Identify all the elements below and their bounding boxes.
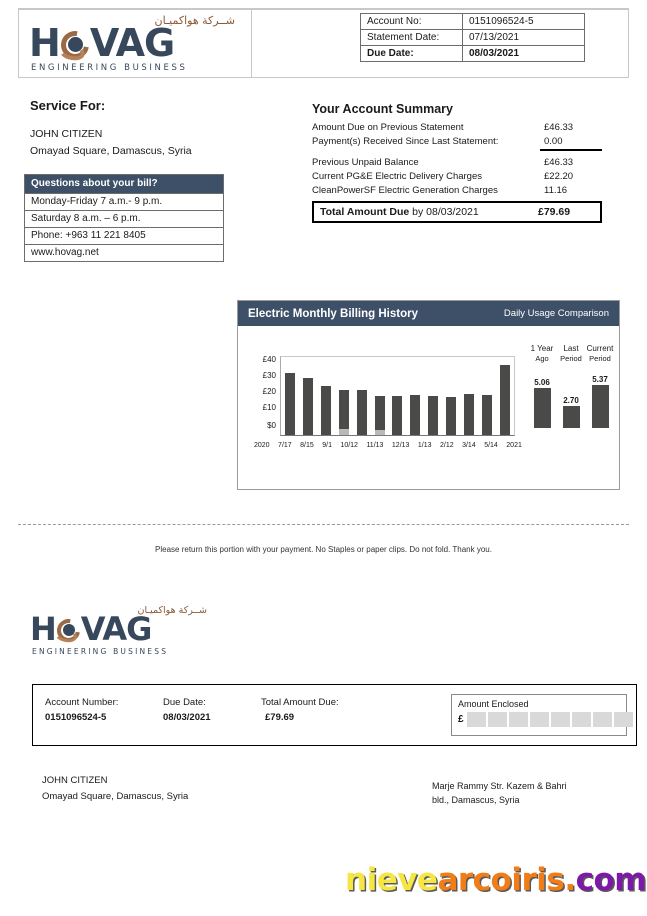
y-tick-3: £10	[262, 403, 276, 412]
stub-due-date-label: Due Date:	[163, 697, 206, 708]
stub-logo-tagline: ENGINEERING BUSINESS	[32, 647, 169, 656]
history-bar	[357, 390, 367, 435]
summary-amount: 11.16	[544, 184, 568, 196]
daily-usage-value: 2.70	[563, 396, 579, 406]
amount-enclosed-cell[interactable]	[467, 712, 486, 727]
stub-logo-letter-h: H	[30, 610, 56, 648]
history-bar	[321, 386, 331, 435]
summary-amount: £46.33	[544, 156, 574, 168]
questions-hours-saturday: Saturday 8 a.m. – 6 p.m.	[25, 210, 223, 227]
daily-usage-bar	[563, 406, 580, 428]
watermark-part3: com	[575, 862, 647, 898]
x-axis-tick: 5/14	[484, 442, 498, 449]
total-amount: £79.69	[538, 206, 571, 218]
site-watermark	[345, 862, 646, 898]
logo-o-icon	[60, 30, 90, 60]
summary-line	[312, 169, 602, 183]
x-axis-tick: 8/15	[300, 442, 314, 449]
total-amount-due-box	[312, 201, 602, 223]
y-tick-0: £40	[262, 355, 276, 364]
stub-company-logo	[30, 605, 215, 663]
summary-label: Payment(s) Received Since Last Statement:	[312, 135, 499, 147]
history-bar-segment	[339, 429, 349, 435]
chart-header	[238, 301, 619, 326]
questions-box	[24, 174, 224, 262]
daily-usage-value: 5.06	[534, 377, 550, 387]
x-axis-tick: 9/1	[322, 442, 332, 449]
statement-date-value: 07/13/2021	[463, 30, 585, 46]
summary-title: Your Account Summary	[312, 102, 453, 116]
logo-arabic-text: شــركة هواكميـان	[154, 14, 235, 27]
history-bar	[285, 373, 295, 435]
y-tick-1: £30	[262, 371, 276, 380]
x-axis-tick: 2020	[254, 442, 270, 449]
summary-line	[312, 155, 602, 169]
chart-body	[238, 326, 619, 489]
history-bar	[410, 395, 420, 435]
history-bar	[375, 396, 385, 435]
stub-customer-name: JOHN CITIZEN	[42, 775, 108, 786]
summary-label: Previous Unpaid Balance	[312, 156, 419, 168]
header-divider	[251, 10, 252, 77]
daily-header-line1	[528, 344, 614, 353]
questions-hours-weekday: Monday-Friday 7 a.m.- 9 p.m.	[25, 193, 223, 210]
table-row	[361, 14, 585, 30]
total-label-text: Total Amount Due	[320, 206, 410, 218]
payment-stub	[32, 684, 637, 746]
history-bar-segment	[375, 430, 385, 435]
daily-usage-column	[557, 396, 585, 428]
daily-head-2b: Period	[560, 354, 582, 363]
amount-enclosed-cell[interactable]	[509, 712, 528, 727]
history-bar	[464, 394, 474, 435]
daily-head-1a: 1 Year	[530, 344, 554, 353]
x-axis-tick: 11/13	[366, 442, 384, 449]
stub-logo-letters-vag: VAG	[80, 610, 152, 648]
stub-account-number	[45, 697, 118, 723]
history-bar	[482, 395, 492, 435]
x-axis-tick: 1/13	[417, 442, 432, 449]
amount-enclosed-cells[interactable]	[467, 712, 635, 727]
daily-head-1b: Ago	[535, 354, 549, 363]
account-no-value: 0151096524-5	[463, 14, 585, 30]
daily-usage-chart	[528, 344, 614, 469]
stub-logo-wordmark	[30, 610, 152, 648]
x-axis-tick: 7/17	[278, 442, 292, 449]
watermark-part2: arcoiris.	[437, 862, 576, 898]
daily-usage-bar	[534, 388, 551, 428]
stub-total-due-label: Total Amount Due:	[261, 697, 339, 708]
remit-address-line1: Marje Rammy Str. Kazem & Bahri	[432, 781, 567, 791]
daily-header-line2	[528, 354, 614, 363]
service-for-name: JOHN CITIZEN	[30, 128, 103, 140]
history-bar	[500, 365, 510, 435]
summary-line	[312, 134, 602, 151]
daily-usage-value: 5.37	[592, 375, 608, 385]
account-no-label: Account No:	[361, 14, 463, 30]
amount-enclosed-cell[interactable]	[572, 712, 591, 727]
amount-enclosed-cell[interactable]	[614, 712, 633, 727]
history-bar	[303, 378, 313, 435]
daily-head-3b: Period	[589, 354, 611, 363]
history-bars	[280, 356, 515, 436]
table-row	[361, 30, 585, 46]
x-axis-tick: 10/12	[340, 442, 358, 449]
history-bar	[446, 397, 456, 435]
daily-usage-column	[586, 375, 614, 428]
daily-head-3a: Current	[586, 344, 614, 353]
company-logo	[29, 14, 239, 76]
daily-usage-bars	[528, 368, 614, 428]
x-axis-tick: 2/12	[440, 442, 454, 449]
billing-history-panel	[237, 300, 620, 490]
statement-date-label: Statement Date:	[361, 30, 463, 46]
summary-label: Current PG&E Electric Delivery Charges	[312, 170, 482, 182]
amount-enclosed-box[interactable]	[451, 694, 627, 736]
summary-amount: £22.20	[544, 170, 574, 182]
currency-symbol: £	[458, 714, 464, 725]
y-tick-4: $0	[267, 421, 276, 430]
amount-enclosed-cell[interactable]	[488, 712, 507, 727]
questions-phone: Phone: +963 11 221 8405	[25, 227, 223, 244]
y-tick-2: £20	[262, 387, 276, 396]
chart-subtitle: Daily Usage Comparison	[503, 308, 609, 319]
due-date-label: Due Date:	[361, 46, 463, 62]
daily-usage-column	[528, 378, 556, 428]
summary-amount: 0.00	[540, 135, 602, 151]
stub-due-date	[163, 697, 211, 723]
stub-logo-o-icon	[56, 618, 81, 643]
x-axis-tick: 12/13	[391, 442, 410, 449]
stub-due-date-value: 08/03/2021	[163, 712, 211, 723]
amount-enclosed-cell[interactable]	[530, 712, 549, 727]
perforation-note: Please return this portion with your payment. No Staples or paper clips. Do not fold. Thank you.	[155, 545, 492, 554]
service-for-address: Omayad Square, Damascus, Syria	[30, 145, 192, 157]
account-summary	[312, 102, 602, 223]
due-date-value: 08/03/2021	[463, 46, 585, 62]
stub-total-due-value: £79.69	[265, 712, 295, 723]
summary-line	[312, 120, 602, 134]
total-due-by: by 08/03/2021	[412, 206, 479, 218]
questions-website[interactable]: www.hovag.net	[25, 244, 223, 261]
history-bar	[339, 390, 349, 435]
amount-enclosed-cell[interactable]	[593, 712, 612, 727]
summary-label: CleanPowerSF Electric Generation Charges	[312, 184, 498, 196]
x-axis-tick: 2021	[506, 442, 522, 449]
daily-usage-bar	[592, 385, 609, 428]
x-axis-labels	[254, 442, 522, 449]
x-axis-tick: 3/14	[462, 442, 476, 449]
table-row	[361, 46, 585, 62]
chart-title: Electric Monthly Billing History	[248, 307, 418, 320]
y-axis-labels	[246, 356, 276, 436]
account-info-table	[360, 13, 585, 62]
logo-letter-h: H	[29, 21, 60, 65]
summary-amount: £46.33	[544, 121, 574, 133]
service-for-title: Service For:	[30, 98, 106, 113]
watermark-part1: nieve	[345, 862, 438, 898]
perforation-line	[18, 524, 629, 525]
remit-address-line2: bld., Damascus, Syria	[432, 795, 520, 805]
summary-line	[312, 183, 602, 197]
logo-tagline: ENGINEERING BUSINESS	[31, 63, 188, 73]
summary-label: Amount Due on Previous Statement	[312, 121, 464, 133]
amount-enclosed-row	[458, 712, 620, 727]
amount-enclosed-label: Amount Enclosed	[458, 699, 529, 709]
monthly-history-chart	[246, 356, 521, 466]
stub-customer-address: Omayad Square, Damascus, Syria	[42, 791, 189, 802]
history-bar	[392, 396, 402, 435]
stub-account-number-value: 0151096524-5	[45, 712, 107, 723]
amount-enclosed-cell[interactable]	[551, 712, 570, 727]
stub-account-number-label: Account Number:	[45, 697, 119, 708]
daily-head-2a: Last	[563, 344, 579, 353]
history-bar	[428, 396, 438, 435]
stub-total-due	[261, 697, 339, 723]
logo-wordmark	[29, 21, 175, 65]
logo-letters-vag: VAG	[89, 21, 175, 65]
total-label	[320, 206, 479, 218]
stub-logo-arabic-text: شــركة هواكميـان	[137, 605, 207, 616]
questions-box-header: Questions about your bill?	[25, 175, 223, 193]
